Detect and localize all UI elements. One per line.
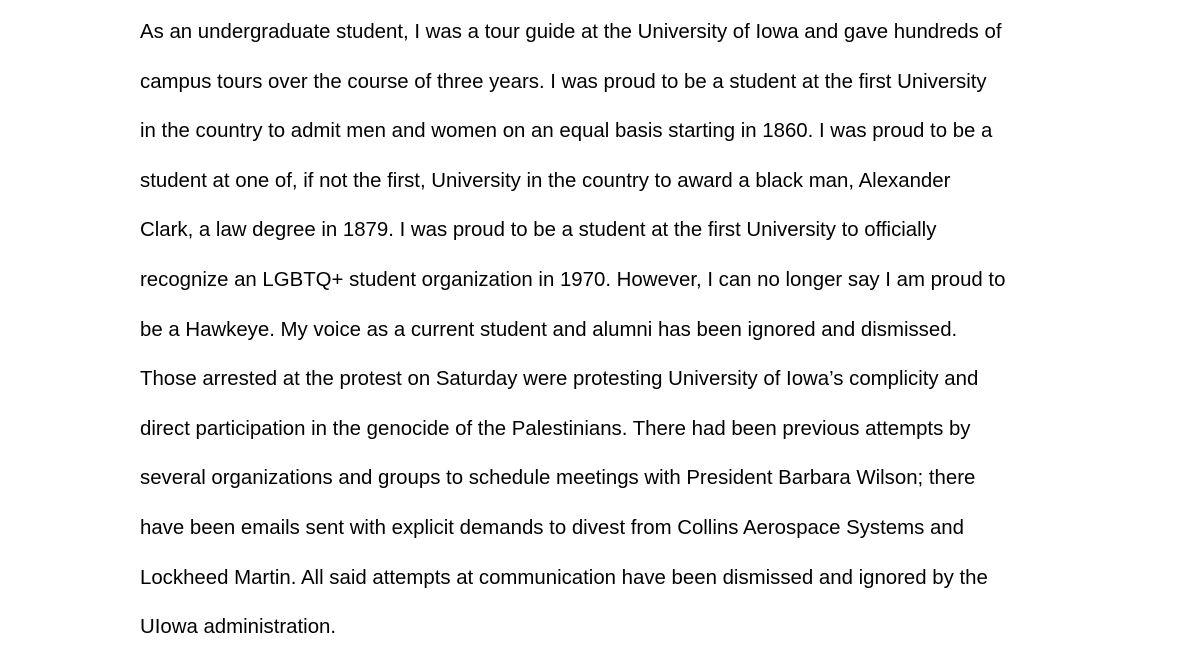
text-line: UIowa administration. <box>140 616 337 639</box>
text-line: Lockheed Martin. All said attempts at communication have been dismissed and ignored by the <box>140 566 988 589</box>
text-line: Clark, a law degree in 1879. I was proud to be a student at the first University to officially <box>140 219 937 242</box>
text-line: direct participation in the genocide of the Palestinians. There had been previous attempts by <box>140 417 971 440</box>
text-line: recognize an LGBTQ+ student organization in 1970. However, I can no longer say I am proud to <box>140 268 1006 291</box>
text-line: As an undergraduate student, I was a tour guide at the University of Iowa and gave hundreds of <box>140 21 1002 43</box>
paragraph <box>140 14 1070 659</box>
text-line: several organizations and groups to schedule meetings with President Barbara Wilson; there <box>140 467 976 490</box>
text-line: have been emails sent with explicit demands to divest from Collins Aerospace Systems and <box>140 516 964 539</box>
text-line: Those arrested at the protest on Saturday were protesting University of Iowa’s complicity and <box>140 368 979 391</box>
text-line: be a Hawkeye. My voice as a current student and alumni has been ignored and dismissed. <box>140 318 958 341</box>
text-line: in the country to admit men and women on an equal basis starting in 1860. I was proud to be a <box>140 120 993 143</box>
document-body <box>140 14 1070 659</box>
text-line: student at one of, if not the first, University in the country to award a black man, Alexander <box>140 169 951 192</box>
text-line: campus tours over the course of three years. I was proud to be a student at the first University <box>140 70 987 93</box>
